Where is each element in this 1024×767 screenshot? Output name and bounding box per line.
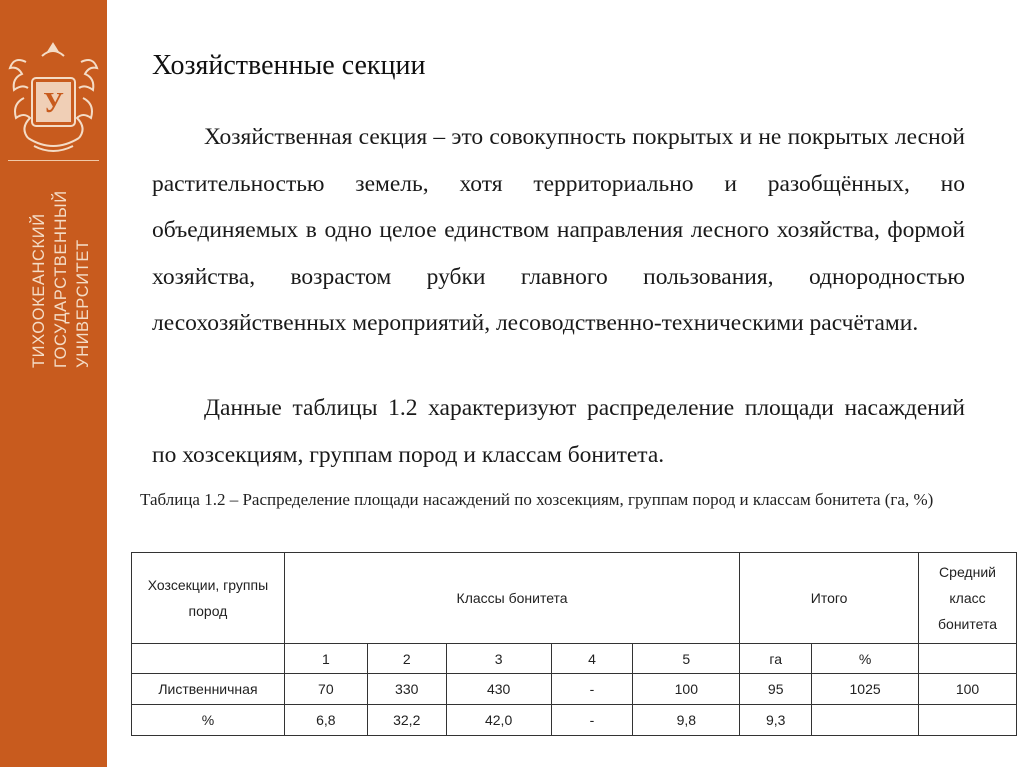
table-cell: 5	[633, 644, 740, 674]
table-cell: 9,3	[740, 705, 812, 736]
table-cell: %	[132, 705, 285, 736]
table-cell: 100	[633, 674, 740, 705]
table-intro-paragraph: Данные таблицы 1.2 характеризуют распределение площади насаждений по хозсекциям, группам пород и классам бонитета.	[152, 395, 965, 468]
table-subheader-row	[132, 644, 1017, 674]
table-cell: га	[740, 644, 812, 674]
university-crest-logo	[4, 38, 103, 156]
table-cell: -	[551, 674, 633, 705]
header-cell-classes: Классы бонитета	[284, 553, 739, 644]
table-cell: 3	[446, 644, 551, 674]
table-cell: 330	[367, 674, 446, 705]
table-cell: 6,8	[284, 705, 367, 736]
table-cell: 95	[740, 674, 812, 705]
university-name-line-2: ГОСУДАРСТВЕННЫЙ	[52, 190, 70, 368]
table-cell	[132, 644, 285, 674]
slide-title: Хозяйственные секции	[152, 50, 426, 81]
table-header-row	[132, 553, 1017, 644]
svg-text:У: У	[43, 88, 64, 119]
definition-paragraph: Хозяйственная секция – это совокупность покрытых и не покрытых лесной растительностью земель, хотя территориально и разобщённых, но объединяемых в одно целое единством направления лесного хозяйства, формой хозяйства, возрастом рубки главного пользования, однородностью лесохозяйственных мероприятий, лесоводственно-техническими расчётами.	[152, 124, 965, 336]
table-cell: Лиственничная	[132, 674, 285, 705]
table-cell: 32,2	[367, 705, 446, 736]
table-row	[132, 674, 1017, 705]
table-cell: 9,8	[633, 705, 740, 736]
table-cell	[919, 705, 1017, 736]
table-cell: 1025	[812, 674, 919, 705]
table-cell: 100	[919, 674, 1017, 705]
forest-area-table	[131, 552, 1017, 736]
table-cell: 2	[367, 644, 446, 674]
table-cell: 1	[284, 644, 367, 674]
table-cell: 70	[284, 674, 367, 705]
table-cell	[919, 644, 1017, 674]
sidebar	[0, 0, 107, 767]
header-cell-average-class: Средний класс бонитета	[919, 553, 1017, 644]
table-cell: 430	[446, 674, 551, 705]
header-cell-total: Итого	[740, 553, 919, 644]
table-cell	[812, 705, 919, 736]
university-name-line-3: УНИВЕРСИТЕТ	[74, 239, 92, 368]
table-caption: Таблица 1.2 – Распределение площади насаждений по хозсекциям, группам пород и классам бонитета (га, %)	[140, 490, 934, 509]
table-cell: %	[812, 644, 919, 674]
header-cell-sections: Хозсекции, группы пород	[132, 553, 285, 644]
table-cell: 4	[551, 644, 633, 674]
table-cell: -	[551, 705, 633, 736]
university-name-line-1: ТИХООКЕАНСКИЙ	[30, 213, 48, 368]
table-row	[132, 705, 1017, 736]
table-cell: 42,0	[446, 705, 551, 736]
crest-divider	[8, 160, 99, 161]
university-name	[2, 168, 105, 378]
